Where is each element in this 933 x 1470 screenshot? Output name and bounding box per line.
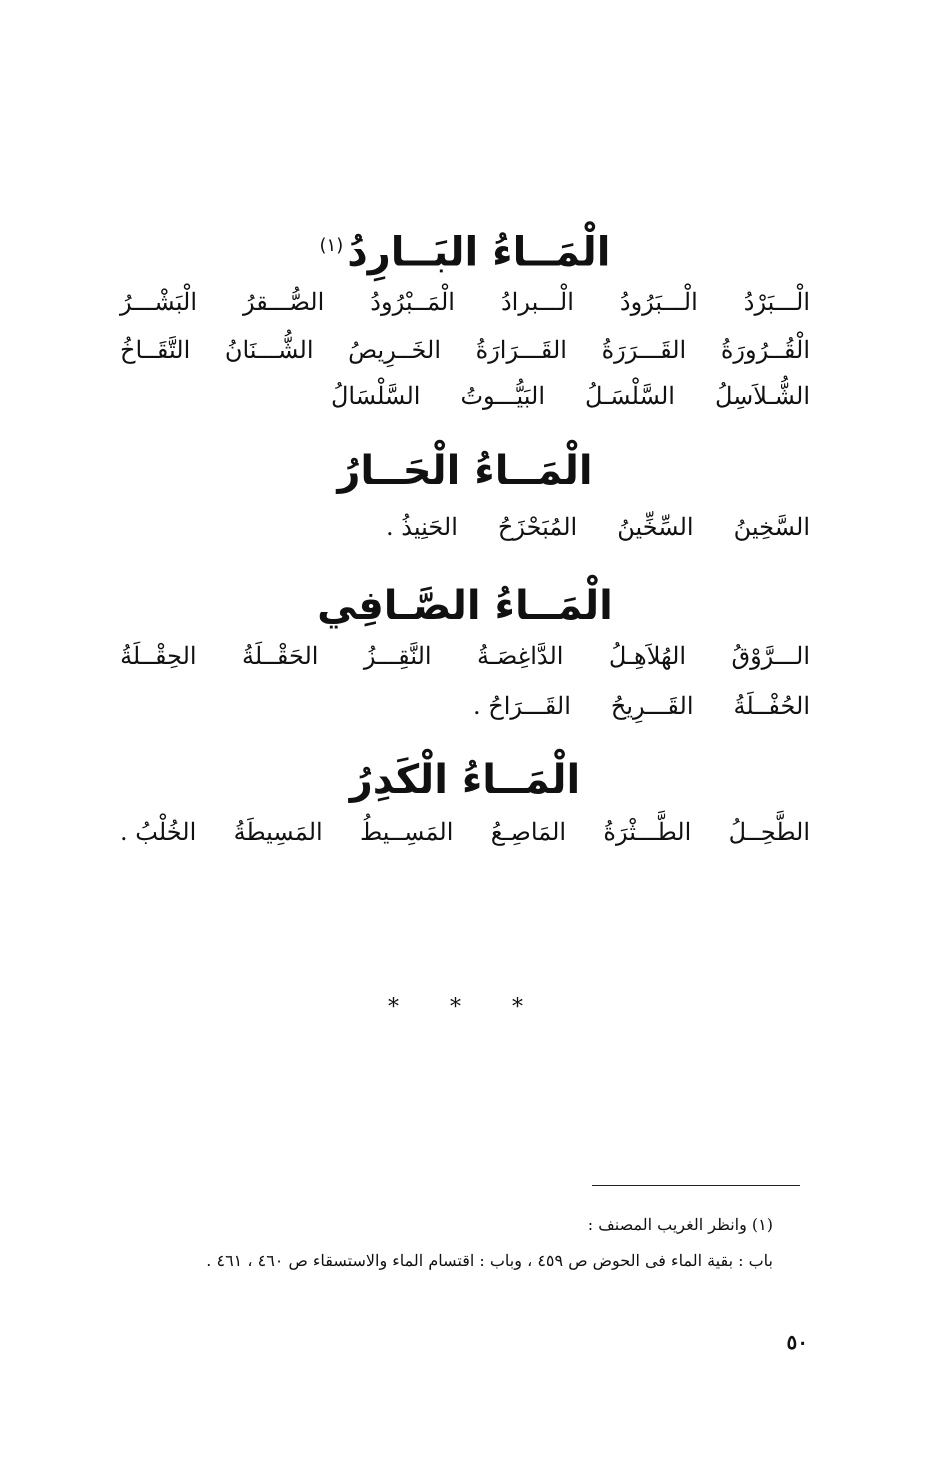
word-line <box>120 684 810 728</box>
word: البَيُّـــوتُ <box>460 382 546 410</box>
word-line <box>120 810 810 854</box>
word: النَّقِـــزُ <box>363 642 432 670</box>
word: الدَّاغِصَـةُ <box>476 642 564 670</box>
word: السِّخِّينُ <box>617 513 694 541</box>
word: الشُّـــنَانُ <box>224 336 314 364</box>
word: الحَنِيذُ . <box>386 513 458 541</box>
word: السَّخِينُ <box>733 513 810 541</box>
word: الصُّـــقرُ <box>243 288 325 316</box>
word: الْـــبَرْدُ <box>743 288 810 316</box>
footnote-reference: (١) <box>319 235 344 256</box>
section-heading-turbid-water <box>120 752 810 808</box>
word: الْـــبَرُودُ <box>619 288 698 316</box>
word: الْـــبرادُ <box>500 288 574 316</box>
heading-text: الْمَــاءُ الْحَــارُ <box>337 448 593 494</box>
section-heading-hot-water <box>120 443 810 499</box>
word-line <box>120 505 810 549</box>
section-separator: * * * <box>388 995 545 1020</box>
heading-text: الْمَــاءُ الصَّـافِي <box>317 583 613 629</box>
word: الـــرَّوْقُ <box>731 642 810 670</box>
section-heading-pure-water <box>120 578 810 634</box>
footnote-line: باب : بقية الماء فى الحوض ص ٤٥٩ ، وباب : اقتسام الماء والاستسقاء ص ٤٦٠ ، ٤٦١ . <box>206 1251 773 1270</box>
word: الْمَــبْرُودُ <box>370 288 455 316</box>
word: الحُفْــلَةُ <box>733 692 810 720</box>
word-line <box>120 634 810 678</box>
heading-text: الْمَــاءُ الْكَدِرُ <box>349 757 581 803</box>
page-number: ٥٠ <box>786 1330 808 1354</box>
word: الْبَشْـــرُ <box>120 288 198 316</box>
word: التَّقَــاخُ <box>120 336 191 364</box>
word: الطَّـــثْرَةُ <box>603 818 692 846</box>
word: القَـــرَارَةُ <box>475 336 567 364</box>
word: القَـــرَاحُ . <box>472 692 571 720</box>
word: الخَــرِيصُ <box>348 336 442 364</box>
word-line <box>120 328 810 372</box>
footnote-divider <box>592 1185 800 1186</box>
word: القَـــرِيحُ <box>610 692 694 720</box>
word: القَـــرَرَةُ <box>601 336 687 364</box>
section-heading-cold-water <box>120 218 810 280</box>
footnote-line: (١) وانظر الغريب المصنف : <box>587 1215 773 1234</box>
word: الشُّـلاَسِلُ <box>714 382 810 410</box>
heading-text: الْمَــاءُ البَــارِدُ <box>347 229 611 276</box>
word: السَّلْسَالُ <box>330 382 421 410</box>
word: الْقُــرُورَةُ <box>720 336 810 364</box>
word-line <box>120 280 810 324</box>
word: الحِقْــلَةُ <box>120 642 197 670</box>
word: المَسِيطَةُ <box>233 818 323 846</box>
word: السَّلْسَـلُ <box>585 382 675 410</box>
word: المُبَحْزَحُ <box>497 513 578 541</box>
word-line <box>120 374 810 418</box>
word: المَاصِـعُ <box>490 818 567 846</box>
word: الهُلاَهِـلُ <box>608 642 687 670</box>
word: الحَقْــلَةُ <box>241 642 319 670</box>
word: الطَّحِــلُ <box>728 818 810 846</box>
word: الخُلْبُ . <box>120 818 197 846</box>
word: المَسِــيطُ <box>360 818 454 846</box>
